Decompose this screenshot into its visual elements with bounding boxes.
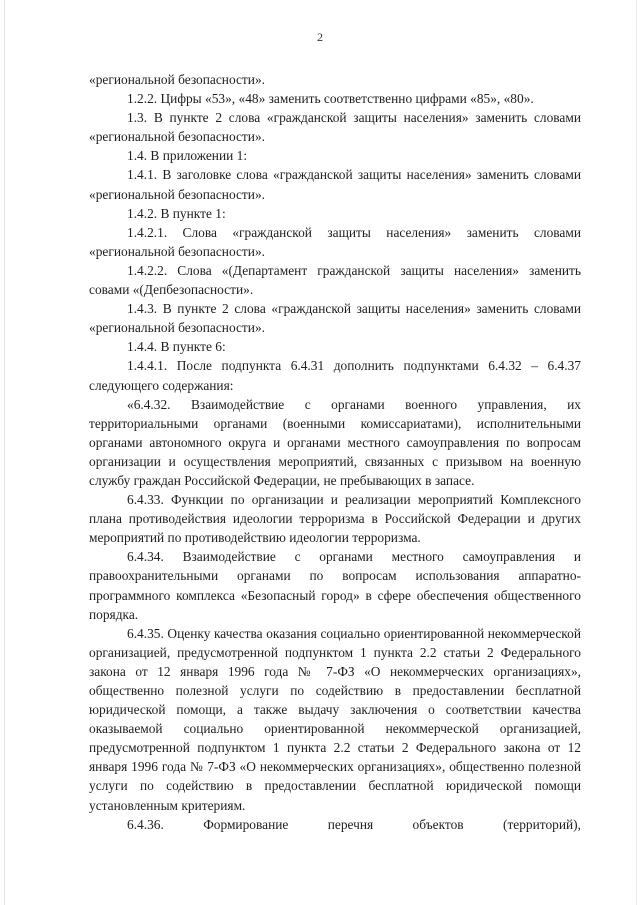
paragraph: 6.4.34. Взаимодействие с органами местного самоуправления и правоохранительными органами по вопросам использования аппаратно-программного комплекса «Безопасный город» в сфере обеспечения общественного порядка. [89,549,581,622]
paragraph: 1.2.2. Цифры «53», «48» заменить соответственно цифрами «85», «80». [127,91,534,107]
paragraph: 6.4.35. Оценку качества оказания социально ориентированной некоммерческой организацией, предусмотренной подпунктом 1 пункта 2.2 статьи 2 Федерального закона от 12 января 1996 года № 7-ФЗ «О некоммерческих организациях», общественно полезной услуги по содействию в предоставлении бесплатной юридической помощи, а также выдачу заключения о соответствии качества оказываемой социально ориентированной некоммерческой организацией, предусмотренной подпунктом 1 пункта 2.2 статьи 2 Федерального закона от 12 января 1996 года № 7-ФЗ «О некоммерческих организациях», общественно полезной услуги по содействию в предоставлении бесплатной юридической помощи установленным критериям. [89,625,581,813]
paragraph: 6.4.33. Функции по организации и реализации мероприятий Комплексного плана противодействия идеологии терроризма в Российской Федерации и других мероприятий по противодействию идеологии терроризма. [89,492,581,546]
paragraph: 6.4.36. Формирование перечня объектов (территорий), [127,816,581,832]
page-number: 2 [317,30,323,44]
paragraph: 1.4.2.1. Слова «гражданской защиты населения» заменить словами «региональной безопасности». [89,224,581,259]
paragraph: 1.4.4. В пункте 6: [127,339,226,355]
page-edge-left [4,0,5,905]
document-body [89,70,581,834]
page-edge-right [636,0,637,905]
paragraph: 1.4.2. В пункте 1: [127,205,226,221]
paragraph: 1.3. В пункте 2 слова «гражданской защиты населения» заменить словами «региональной безопасности». [89,110,581,145]
paragraph: 1.4.4.1. После подпункта 6.4.31 дополнить подпунктами 6.4.32 – 6.4.37 следующего содержания: [89,358,581,393]
paragraph: 1.4.1. В заголовке слова «гражданской защиты населения» заменить словами «региональной безопасности». [89,167,581,202]
paragraph: 1.4.2.2. Слова «(Департамент гражданской защиты населения» заменить совами «(Депбезопасности». [89,262,581,298]
paragraph: «региональной безопасности». [89,72,265,87]
paragraph: 1.4.3. В пункте 2 слова «гражданской защиты населения» заменить словами «региональной безопасности». [89,301,581,336]
paragraph: «6.4.32. Взаимодействие с органами военного управления, их территориальными органами (военными комиссариатами), исполнительными органами автономного округа и органами местного самоуправления по вопросам организации и осуществления мероприятий, связанных с призывом на военную службу граждан Российской Федерации, не пребывающих в запасе. [89,396,581,488]
paragraph: 1.4. В приложении 1: [127,148,248,164]
